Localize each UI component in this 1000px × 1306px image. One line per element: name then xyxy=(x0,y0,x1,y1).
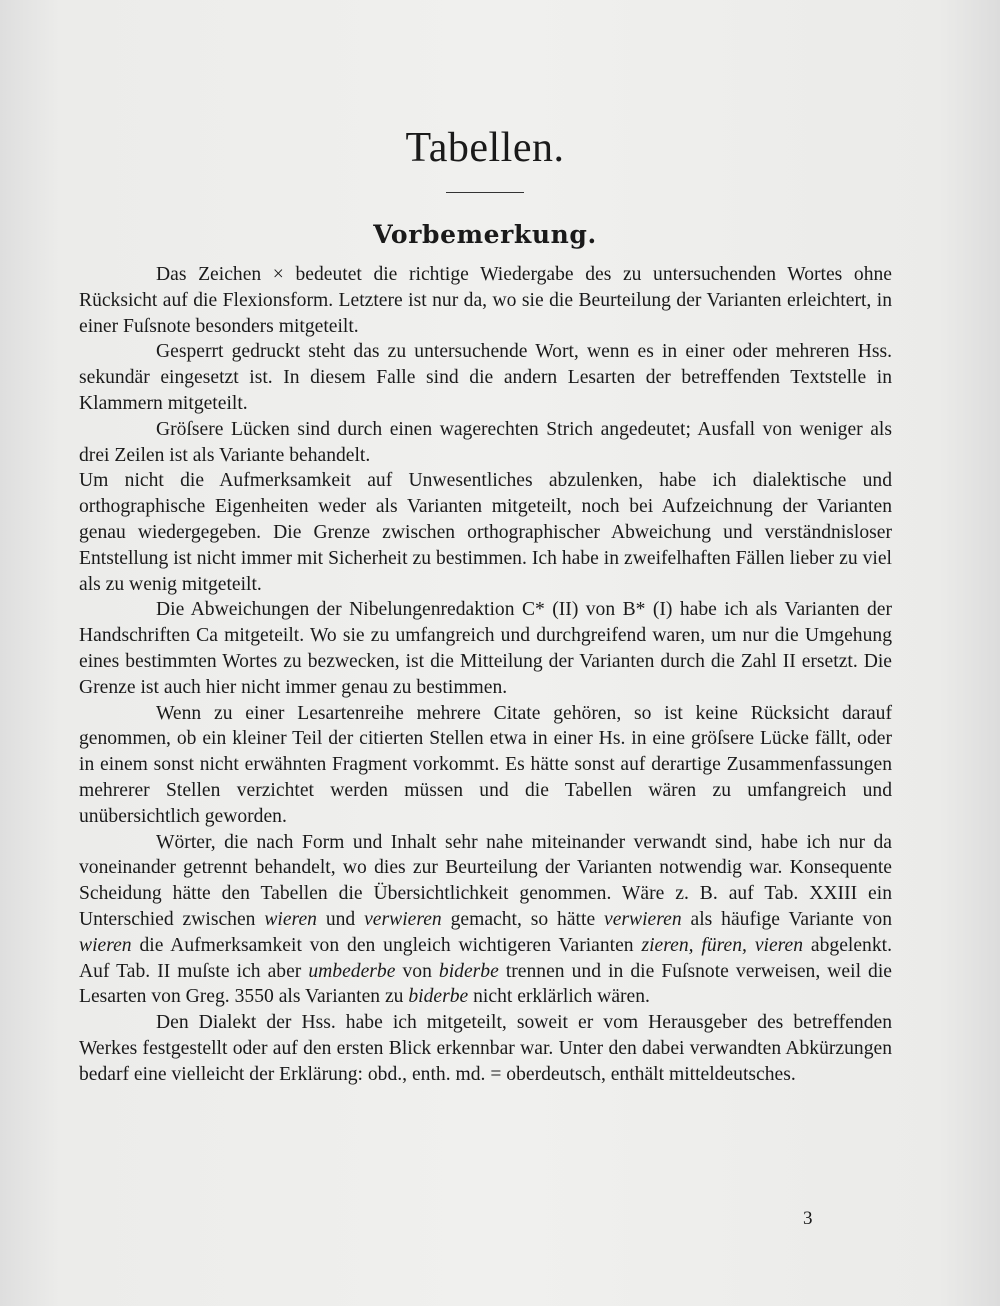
paragraph xyxy=(79,417,892,469)
page-number: 3 xyxy=(803,1208,813,1229)
paragraph xyxy=(79,830,892,1011)
italic-term: verwieren xyxy=(604,908,682,930)
paragraph-text: gemacht, so hätte xyxy=(441,908,605,930)
paragraph xyxy=(79,597,892,700)
italic-term: umbederbe xyxy=(308,960,396,982)
paragraph-text: abgelenkt. Auf Tab. II muſste ich aber xyxy=(79,934,892,982)
paragraph xyxy=(79,468,892,597)
paragraph xyxy=(79,262,892,339)
paragraph-text: trennen und in die Fuſsnote verweisen, weil die Lesarten von Greg. 3550 als Varianten zu xyxy=(79,960,892,1008)
title-divider xyxy=(446,192,524,193)
body-text xyxy=(79,262,892,1088)
italic-term: biderbe xyxy=(408,986,469,1008)
paragraph-text: Gesperrt gedruckt steht das zu untersuchende Wort, wenn es in einer oder mehreren Hss. sekundär eingesetzt ist. In diesem Falle sind die andern Lesarten der betreffenden Textstelle in Klammern mitgeteilt. xyxy=(79,341,892,414)
paragraph-text: Das Zeichen × bedeutet die richtige Wiedergabe des zu untersuchenden Wortes ohne Rücksicht auf die Flexionsform. Letztere ist nur da, wo sie die Beurteilung der Varianten erleichtert, in einer Fuſsnote besonders mitgeteilt. xyxy=(79,264,892,337)
paragraph-text: von xyxy=(395,960,439,982)
italic-term: zieren, füren, vieren xyxy=(641,934,804,956)
paragraph-text: Wörter, die nach Form und Inhalt sehr nahe miteinander verwandt sind, habe ich nur da voneinander getrennt behandelt, wo dies zur Beurteilung der Varianten notwendig war. Konsequente Scheidung hätte den Tabellen die Übersichtlichkeit genommen. Wäre z. B. auf Tab. XXIII ein Unterschied zwischen xyxy=(79,831,892,930)
paragraph-text: Gröſsere Lücken sind durch einen wagerechten Strich angedeutet; Ausfall von weniger als drei Zeilen ist als Variante behandelt. xyxy=(79,418,892,466)
paragraph-text: Den Dialekt der Hss. habe ich mitgeteilt, soweit er vom Herausgeber des betreffenden Werkes festgestellt oder auf den ersten Blick erkennbar war. Unter den dabei verwandten Abkürzungen bedarf eine vielleicht der Erklärung: obd., enth. md. = oberdeutsch, enthält mitteldeutsches. xyxy=(79,1012,892,1085)
paragraph-text: Um nicht die Aufmerksamkeit auf Unwesentliches abzulenken, habe ich dialektische und orthographische Eigenheiten weder als Varianten mitgeteilt, noch bei Aufzeichnung der Varianten genau wiedergegeben. Die Grenze zwischen orthographischer Abweichung und verständnisloser Entstellung ist nicht immer mit Sicherheit zu bestimmen. Ich habe in zweifelhaften Fällen lieber zu viel als zu wenig mitgeteilt. xyxy=(79,470,892,595)
italic-term: wieren xyxy=(264,908,317,930)
paragraph-text: als häufige Variante von xyxy=(681,908,893,930)
paragraph xyxy=(79,339,892,416)
section-heading: Vorbemerkung. xyxy=(373,220,597,249)
paragraph-text: Die Abweichungen der Nibelungenredaktion C* (II) von B* (I) habe ich als Varianten der Handschriften Ca mitgeteilt. Wo sie zu umfangreich und durchgreifend waren, um nur die Umgehung eines bestimmten Wortes zu bezwecken, ist die Mitteilung der Varianten durch die Zahl II ersetzt. Die Grenze ist auch hier nicht immer genau zu bestimmen. xyxy=(79,599,892,698)
paragraph-text: nicht erklärlich wären. xyxy=(468,986,650,1008)
italic-term: verwieren xyxy=(364,908,442,930)
paragraph xyxy=(79,701,892,830)
paragraph-text: Wenn zu einer Lesartenreihe mehrere Citate gehören, so ist keine Rücksicht darauf genommen, ob ein kleiner Teil der citierten Stellen etwa in einer Hs. in eine gröſsere Lücke fällt, oder in einem sonst nicht erwähnten Fragment vorkommt. Es hätte sonst auf derartige Zusammenfassungen mehrerer Stellen verzichtet werden müssen und die Tabellen wären zu umfangreich und unübersichtlich geworden. xyxy=(79,702,892,827)
page-title: Tabellen. xyxy=(405,125,565,171)
italic-term: biderbe xyxy=(438,960,499,982)
paragraph-text: die Aufmerksamkeit von den ungleich wichtigeren Varianten xyxy=(131,934,642,956)
italic-term: wieren xyxy=(79,934,132,956)
paragraph xyxy=(79,1010,892,1087)
paragraph-text: und xyxy=(316,908,365,930)
